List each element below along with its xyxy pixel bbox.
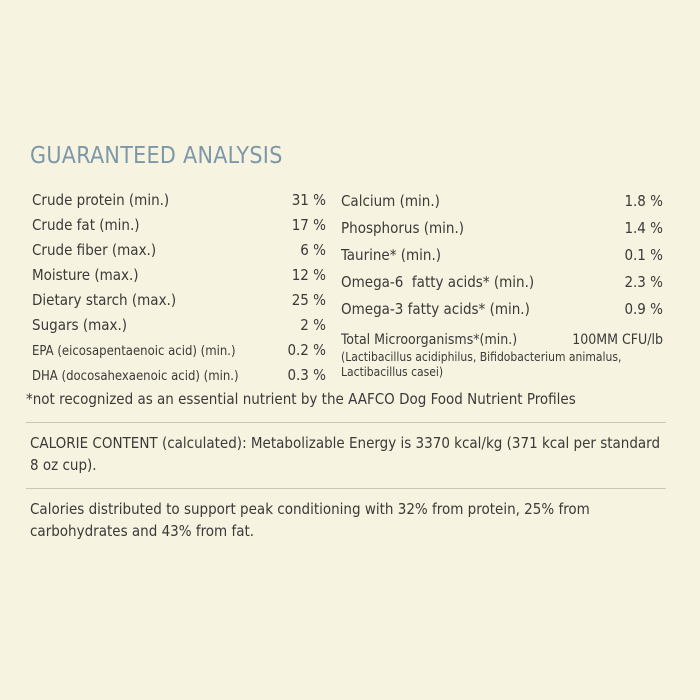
analysis-row (32, 213, 326, 238)
analysis-row (341, 188, 663, 215)
nutrient-value: 2.3 % (624, 273, 663, 291)
nutrient-value: 0.3 % (287, 366, 326, 384)
nutrient-label: Total Microorganisms*(min.) (341, 332, 518, 348)
nutrient-label: Omega-3 fatty acids* (min.) (341, 300, 530, 318)
aafco-footnote: *not recognized as an essential nutrient by the AAFCO Dog Food Nutrient Profiles (26, 390, 576, 408)
right-analysis-column (341, 188, 663, 380)
nutrient-label: Omega-6 fatty acids* (min.) (341, 273, 535, 291)
nutrient-value: 0.9 % (624, 300, 663, 318)
nutrient-value: 100MM CFU/lb (572, 332, 663, 348)
microorganisms-block (341, 330, 663, 380)
analysis-row (341, 242, 663, 269)
nutrient-value: 6 % (300, 241, 326, 259)
nutrient-label: Calcium (min.) (341, 192, 440, 210)
analysis-row (32, 238, 326, 263)
analysis-row (341, 269, 663, 296)
analysis-row (32, 363, 326, 388)
nutrient-value: 12 % (291, 266, 326, 284)
nutrient-value: 31 % (291, 191, 326, 209)
calorie-distribution: Calories distributed to support peak conditioning with 32% from protein, 25% from carbohydrates and 43% from fat. (30, 500, 590, 540)
analysis-row (32, 188, 326, 213)
microorganisms-note: (Lactibacillus acidiphilus, Bifidobacterium animalus, (341, 350, 622, 364)
nutrient-value: 17 % (291, 216, 326, 234)
analysis-row (32, 288, 326, 313)
nutrient-label: Dietary starch (max.) (32, 291, 177, 309)
nutrient-label: Moisture (max.) (32, 266, 139, 284)
nutrient-label: Sugars (max.) (32, 316, 128, 334)
nutrient-label: Crude fiber (max.) (32, 241, 157, 259)
nutrient-value: 0.1 % (624, 246, 663, 264)
divider (26, 422, 666, 423)
analysis-row (341, 215, 663, 242)
nutrient-label: DHA (docosahexaenoic acid) (min.) (32, 369, 239, 384)
microorganisms-note: Lactibacillus casei) (341, 365, 444, 379)
nutrient-value: 25 % (291, 291, 326, 309)
nutrient-value: 0.2 % (287, 341, 326, 359)
nutrient-value: 1.8 % (624, 192, 663, 210)
nutrient-value: 2 % (300, 316, 326, 334)
nutrient-label: Phosphorus (min.) (341, 219, 465, 237)
analysis-row (341, 296, 663, 323)
left-analysis-column (32, 188, 326, 388)
nutrient-label: Crude protein (min.) (32, 191, 170, 209)
analysis-row (341, 330, 663, 350)
divider (26, 488, 666, 489)
nutrient-value: 1.4 % (624, 219, 663, 237)
analysis-row (32, 338, 326, 363)
section-title: GUARANTEED ANALYSIS (30, 143, 283, 169)
calorie-content: CALORIE CONTENT (calculated): Metabolizable Energy is 3370 kcal/kg (371 kcal per standard 8 oz cup). (30, 434, 661, 474)
nutrient-label: EPA (eicosapentaenoic acid) (min.) (32, 344, 236, 359)
analysis-row (32, 263, 326, 288)
nutrient-label: Crude fat (min.) (32, 216, 140, 234)
analysis-row (32, 313, 326, 338)
nutrient-label: Taurine* (min.) (341, 246, 442, 264)
